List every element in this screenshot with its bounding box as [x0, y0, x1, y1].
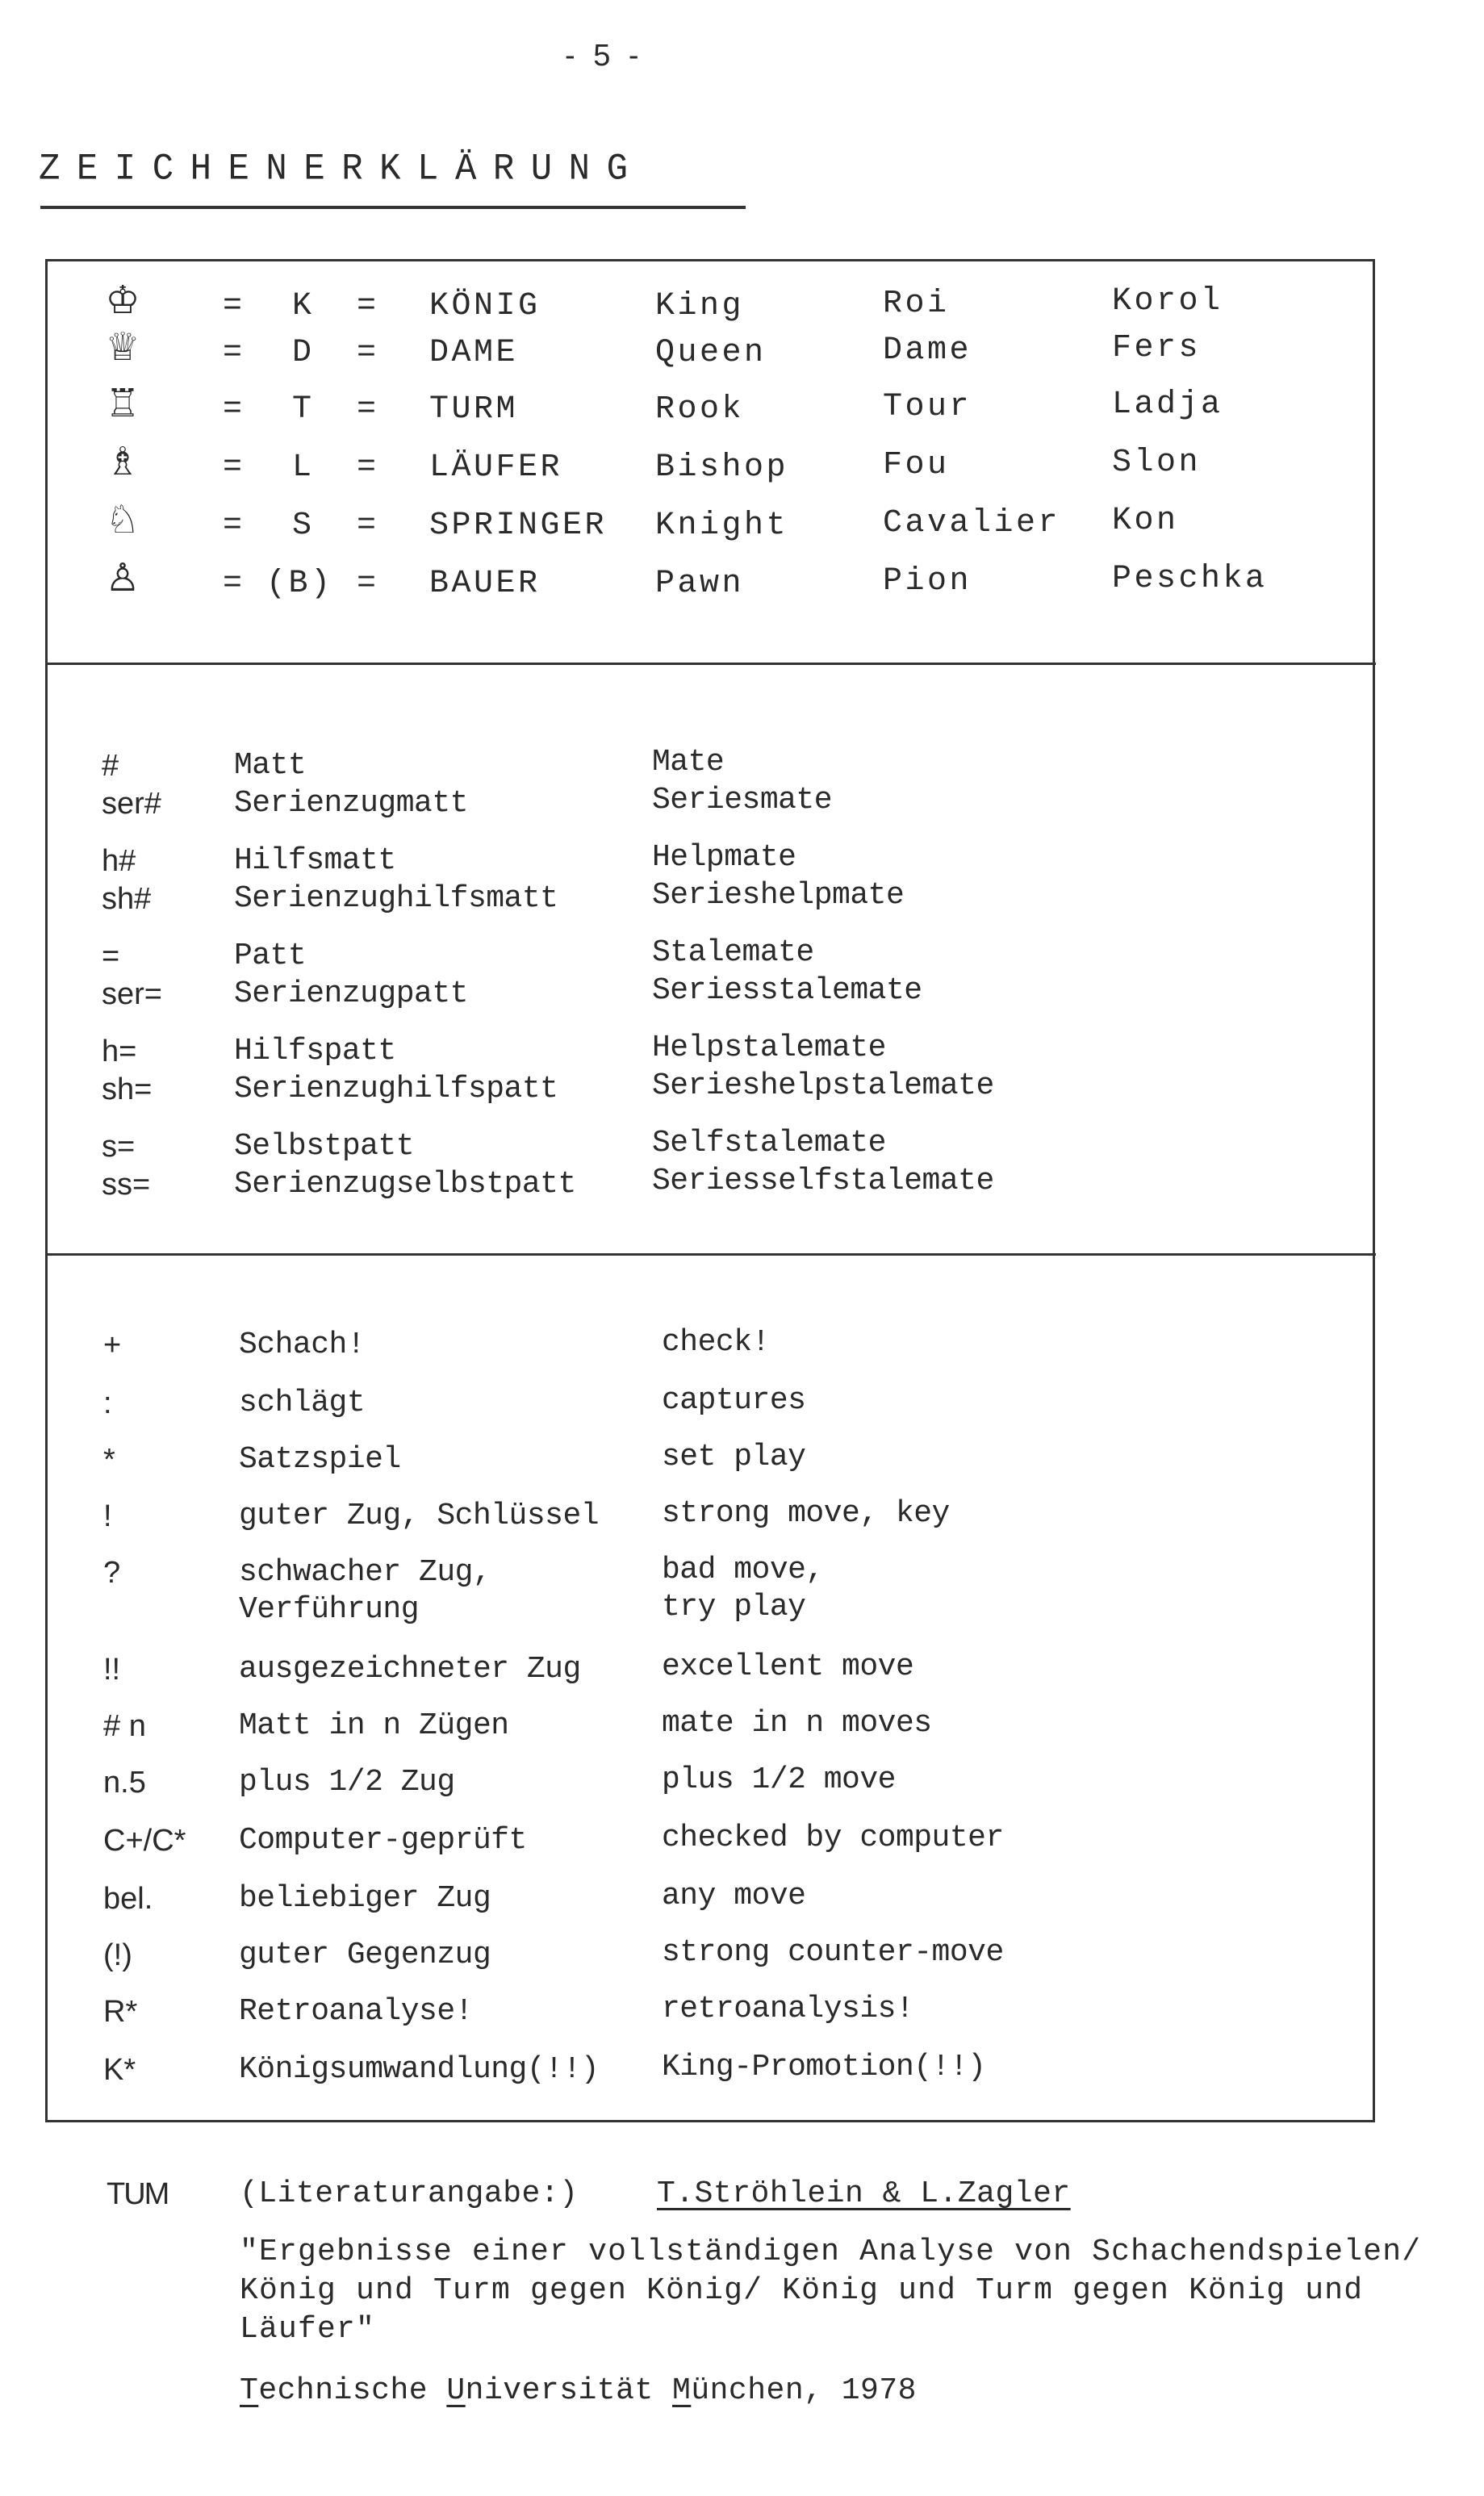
equals-sign: = — [223, 288, 245, 324]
piece-name-russian: Slon — [1112, 445, 1202, 481]
notation-english: retroanalysis! — [662, 1992, 914, 2026]
piece-name-french: Tour — [883, 389, 972, 425]
piece-name-french: Roi — [883, 286, 950, 322]
notation-english: check! — [662, 1325, 770, 1360]
notation-symbol: (!) — [103, 1938, 132, 1972]
notation-german: schlägt — [239, 1386, 366, 1420]
white-bishop-icon: ♗ — [105, 439, 140, 484]
stipulation-english: Stalemate — [652, 935, 814, 970]
white-knight-icon: ♘ — [105, 497, 140, 542]
equals-sign: = — [357, 288, 379, 324]
notation-german: beliebiger Zug — [239, 1881, 491, 1916]
stipulation-symbol: ser= — [102, 977, 162, 1011]
piece-name-english: Knight — [655, 508, 789, 544]
stipulation-german: Selbstpatt — [234, 1129, 415, 1164]
notation-german: Schach! — [239, 1327, 366, 1362]
piece-name-english: Rook — [655, 391, 745, 428]
notation-symbol: ? — [103, 1556, 121, 1590]
notation-german: plus 1/2 Zug — [239, 1765, 455, 1800]
notation-symbol: * — [103, 1443, 115, 1477]
piece-name-russian: Peschka — [1112, 561, 1268, 597]
reference-label: (Literaturangabe:) — [240, 2176, 579, 2211]
notation-german: Königsumwandlung(!!) — [239, 2052, 600, 2087]
notation-german: Retroanalyse! — [239, 1994, 473, 2029]
white-rook-icon: ♖ — [105, 381, 140, 426]
piece-name-french: Dame — [883, 332, 972, 369]
equals-sign: = — [357, 391, 379, 428]
piece-name-french: Cavalier — [883, 505, 1061, 541]
notation-english: strong move, key — [662, 1496, 950, 1531]
reference-authors: T.Ströhlein & L.Zagler — [657, 2176, 1071, 2211]
notation-english: bad move, — [662, 1553, 824, 1587]
stipulation-english: Serieshelpmate — [652, 878, 905, 913]
piece-name-german: SPRINGER — [429, 508, 608, 544]
stipulation-german: Serienzugselbstpatt — [234, 1167, 576, 1202]
piece-name-german: LÄUFER — [429, 449, 563, 486]
stipulation-english: Helpmate — [652, 840, 796, 875]
piece-letter: S — [292, 508, 315, 544]
stipulation-symbol: sh# — [102, 882, 152, 916]
piece-name-french: Pion — [883, 563, 972, 600]
notation-german: guter Gegenzug — [239, 1938, 491, 1972]
stipulation-english: Serieshelpstalemate — [652, 1068, 994, 1103]
notation-symbol: # n — [103, 1709, 146, 1743]
equals-sign: = — [223, 566, 245, 602]
stipulation-english: Seriesselfstalemate — [652, 1164, 994, 1198]
reference-abbr: TUM — [107, 2177, 169, 2211]
equals-sign: = — [357, 335, 379, 371]
equals-sign: = — [223, 508, 245, 544]
equals-sign: = — [357, 566, 379, 602]
piece-name-german: KÖNIG — [429, 288, 541, 324]
stipulation-german: Serienzugmatt — [234, 786, 468, 821]
stipulation-symbol: h= — [102, 1035, 137, 1068]
notation-english: mate in n moves — [662, 1706, 932, 1741]
notation-english: plus 1/2 move — [662, 1762, 896, 1797]
notation-symbol: !! — [103, 1653, 121, 1687]
piece-name-german: DAME — [429, 335, 519, 371]
section-divider-1 — [45, 663, 1376, 665]
stipulation-symbol: # — [102, 749, 119, 783]
notation-symbol: R* — [103, 1995, 138, 2029]
stipulation-symbol: s= — [102, 1130, 136, 1164]
institution-part-1: echnische — [258, 2373, 447, 2408]
reference-title-line-3: Läufer" — [240, 2312, 376, 2347]
notation-symbol: ! — [103, 1499, 112, 1533]
white-pawn-icon: ♙ — [105, 555, 140, 600]
piece-letter: (B) — [266, 566, 333, 602]
white-queen-icon: ♕ — [105, 324, 140, 370]
notation-english: any move — [662, 1879, 806, 1913]
notation-german: Satzspiel — [239, 1442, 401, 1477]
notation-english-continued: try play — [662, 1590, 806, 1624]
notation-english: excellent move — [662, 1649, 914, 1684]
equals-sign: = — [357, 449, 379, 486]
notation-german: guter Zug, Schlüssel — [239, 1499, 600, 1533]
equals-sign: = — [223, 391, 245, 428]
notation-german: schwacher Zug, — [239, 1555, 491, 1590]
stipulation-english: Helpstalemate — [652, 1031, 886, 1065]
equals-sign: = — [357, 508, 379, 544]
stipulation-german: Serienzugpatt — [234, 976, 468, 1011]
piece-letter: D — [292, 335, 315, 371]
equals-sign: = — [223, 449, 245, 486]
institution-initial-m: M — [672, 2373, 692, 2408]
stipulation-english: Selfstalemate — [652, 1126, 886, 1160]
notation-symbol: C+/C* — [103, 1824, 186, 1858]
notation-english: set play — [662, 1440, 806, 1474]
reference-title-line-1: "Ergebnisse einer vollständigen Analyse von Schachendspielen/ — [240, 2235, 1422, 2269]
institution-part-3: ünchen, 1978 — [691, 2373, 917, 2408]
stipulation-symbol: ss= — [102, 1168, 151, 1202]
piece-name-russian: Korol — [1112, 283, 1223, 320]
piece-letter: T — [292, 391, 315, 428]
heading-underline — [40, 206, 746, 209]
piece-name-german: TURM — [429, 391, 519, 428]
institution-part-2: niversität — [465, 2373, 673, 2408]
notation-symbol: + — [103, 1328, 122, 1362]
page-number: - 5 - — [565, 39, 644, 73]
piece-name-russian: Kon — [1112, 503, 1179, 539]
notation-german: Computer-geprüft — [239, 1823, 527, 1858]
piece-name-russian: Ladja — [1112, 387, 1223, 423]
page-heading: ZEICHENERKLÄRUNG — [39, 148, 645, 191]
section-divider-2 — [45, 1253, 1376, 1256]
stipulation-german: Hilfspatt — [234, 1034, 396, 1068]
stipulation-symbol: = — [102, 939, 120, 973]
piece-name-english: Bishop — [655, 449, 789, 486]
notation-symbol: bel. — [103, 1882, 153, 1916]
stipulation-english: Seriesmate — [652, 783, 833, 817]
stipulation-symbol: sh= — [102, 1072, 153, 1106]
piece-name-english: King — [655, 288, 745, 324]
notation-german: ausgezeichneter Zug — [239, 1652, 581, 1687]
stipulation-german: Matt — [234, 748, 307, 783]
stipulation-symbol: ser# — [102, 787, 161, 821]
piece-letter: L — [292, 449, 315, 486]
piece-name-german: BAUER — [429, 566, 541, 602]
notation-symbol: K* — [103, 2053, 136, 2087]
piece-letter: K — [292, 288, 315, 324]
reference-institution — [240, 2373, 917, 2408]
notation-english: captures — [662, 1383, 806, 1418]
notation-german: Matt in n Zügen — [239, 1708, 509, 1743]
notation-english: strong counter-move — [662, 1935, 1004, 1970]
stipulation-german: Serienzughilfsmatt — [234, 881, 558, 916]
stipulation-german: Serienzughilfspatt — [234, 1072, 558, 1106]
white-king-icon: ♔ — [105, 278, 140, 323]
piece-name-english: Pawn — [655, 566, 745, 602]
notation-english: King-Promotion(!!) — [662, 2050, 986, 2084]
piece-name-english: Queen — [655, 335, 767, 371]
equals-sign: = — [223, 335, 245, 371]
piece-name-russian: Fers — [1112, 330, 1202, 366]
notation-symbol: : — [103, 1386, 112, 1420]
institution-initial-t: T — [240, 2373, 259, 2408]
institution-initial-u: U — [446, 2373, 466, 2408]
notation-english: checked by computer — [662, 1821, 1004, 1855]
stipulation-german: Patt — [234, 939, 307, 973]
stipulation-symbol: h# — [102, 844, 136, 878]
reference-title-line-2: König und Turm gegen König/ König und Turm gegen König und — [240, 2273, 1364, 2308]
stipulation-german: Hilfsmatt — [234, 843, 396, 878]
notation-symbol: n.5 — [103, 1766, 146, 1800]
notation-german-continued: Verführung — [239, 1592, 420, 1627]
piece-name-french: Fou — [883, 447, 950, 483]
stipulation-english: Mate — [652, 745, 725, 780]
stipulation-english: Seriesstalemate — [652, 973, 922, 1008]
